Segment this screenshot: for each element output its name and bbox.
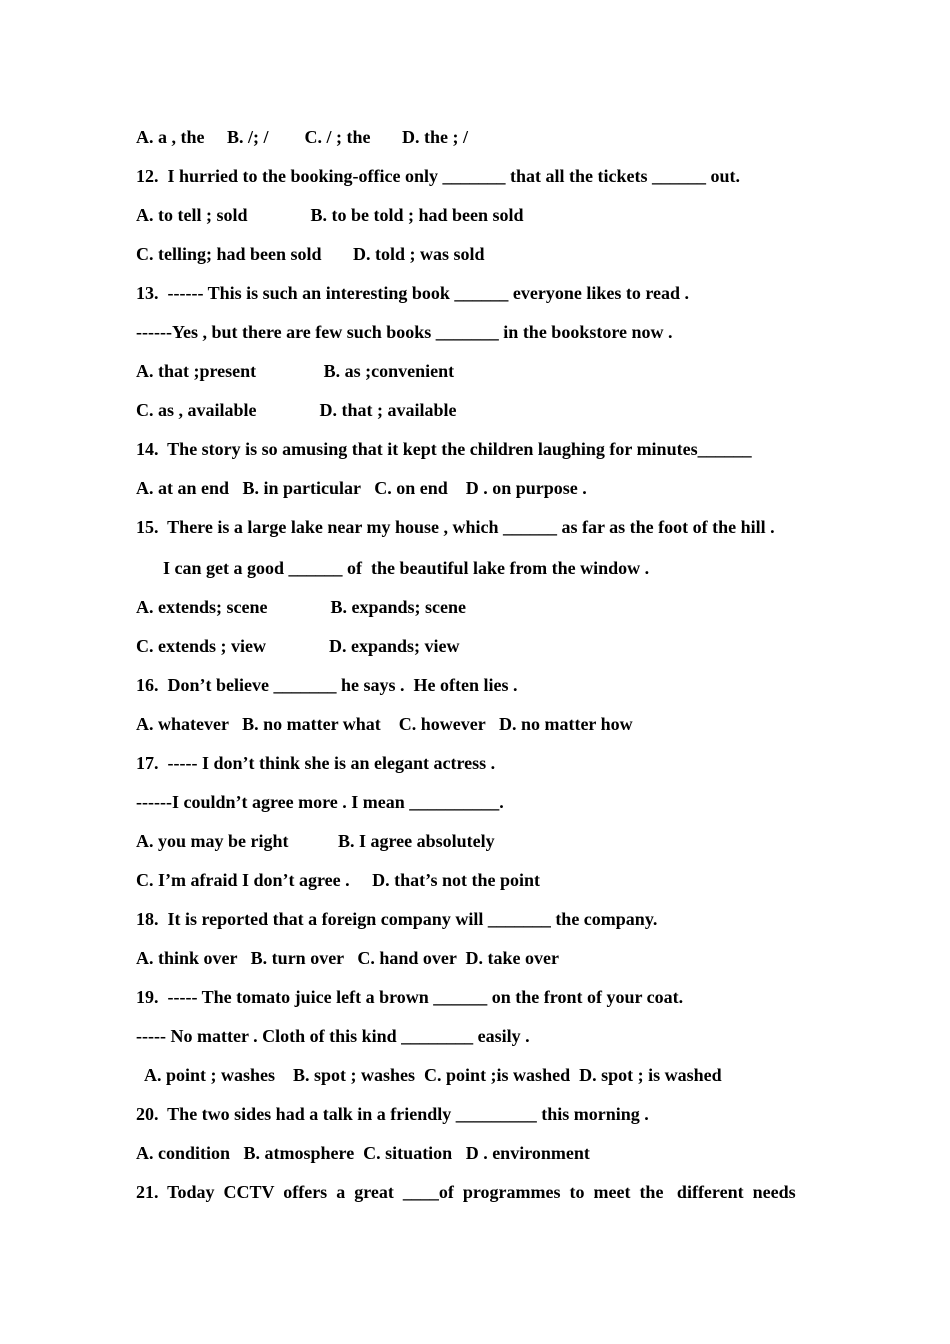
q12-options-cd: C. telling; had been sold D. told ; was sold [136,244,485,264]
q15-options-ab: A. extends; scene B. expands; scene [136,597,466,617]
q21-stem: 21. Today CCTV offers a great ____of programmes to meet the different needs [136,1182,796,1202]
q15-options-cd: C. extends ; view D. expands; view [136,636,460,656]
q15-stem-continued: I can get a good ______ of the beautiful lake from the window . [136,558,650,578]
q18-stem: 18. It is reported that a foreign company will _______ the company. [136,909,658,929]
q16-stem: 16. Don’t believe _______ he says . He often lies . [136,675,518,695]
q12-stem: 12. I hurried to the booking-office only _______ that all the tickets ______ out. [136,166,740,186]
q18-options: A. think over B. turn over C. hand over D. take over [136,948,559,968]
q12-options-ab: A. to tell ; sold B. to be told ; had been sold [136,205,524,225]
q20-stem: 20. The two sides had a talk in a friendly _________ this morning . [136,1104,649,1124]
q13-options-cd: C. as , available D. that ; available [136,400,457,420]
q19-stem: 19. ----- The tomato juice left a brown ______ on the front of your coat. [136,987,684,1007]
q14-options: A. at an end B. in particular C. on end D . on purpose . [136,478,587,498]
q20-options: A. condition B. atmosphere C. situation D . environment [136,1143,590,1163]
q19-reply: ----- No matter . Cloth of this kind ________ easily . [136,1026,530,1046]
q15-stem: 15. There is a large lake near my house , which ______ as far as the foot of the hill . [136,517,775,537]
q17-stem: 17. ----- I don’t think she is an elegant actress . [136,753,496,773]
q14-stem: 14. The story is so amusing that it kept the children laughing for minutes______ [136,439,752,459]
q13-options-ab: A. that ;present B. as ;convenient [136,361,455,381]
q17-reply: ------I couldn’t agree more . I mean __________. [136,792,504,812]
q17-options-ab: A. you may be right B. I agree absolutely [136,831,495,851]
q17-options-cd: C. I’m afraid I don’t agree . D. that’s not the point [136,870,540,890]
q16-options: A. whatever B. no matter what C. however D. no matter how [136,714,633,734]
q19-options: A. point ; washes B. spot ; washes C. point ;is washed D. spot ; is washed [136,1065,722,1085]
q13-stem: 13. ------ This is such an interesting book ______ everyone likes to read . [136,283,690,303]
q13-reply: ------Yes , but there are few such books _______ in the bookstore now . [136,322,673,342]
q11-options: A. a , the B. /; / C. / ; the D. the ; / [136,127,468,147]
